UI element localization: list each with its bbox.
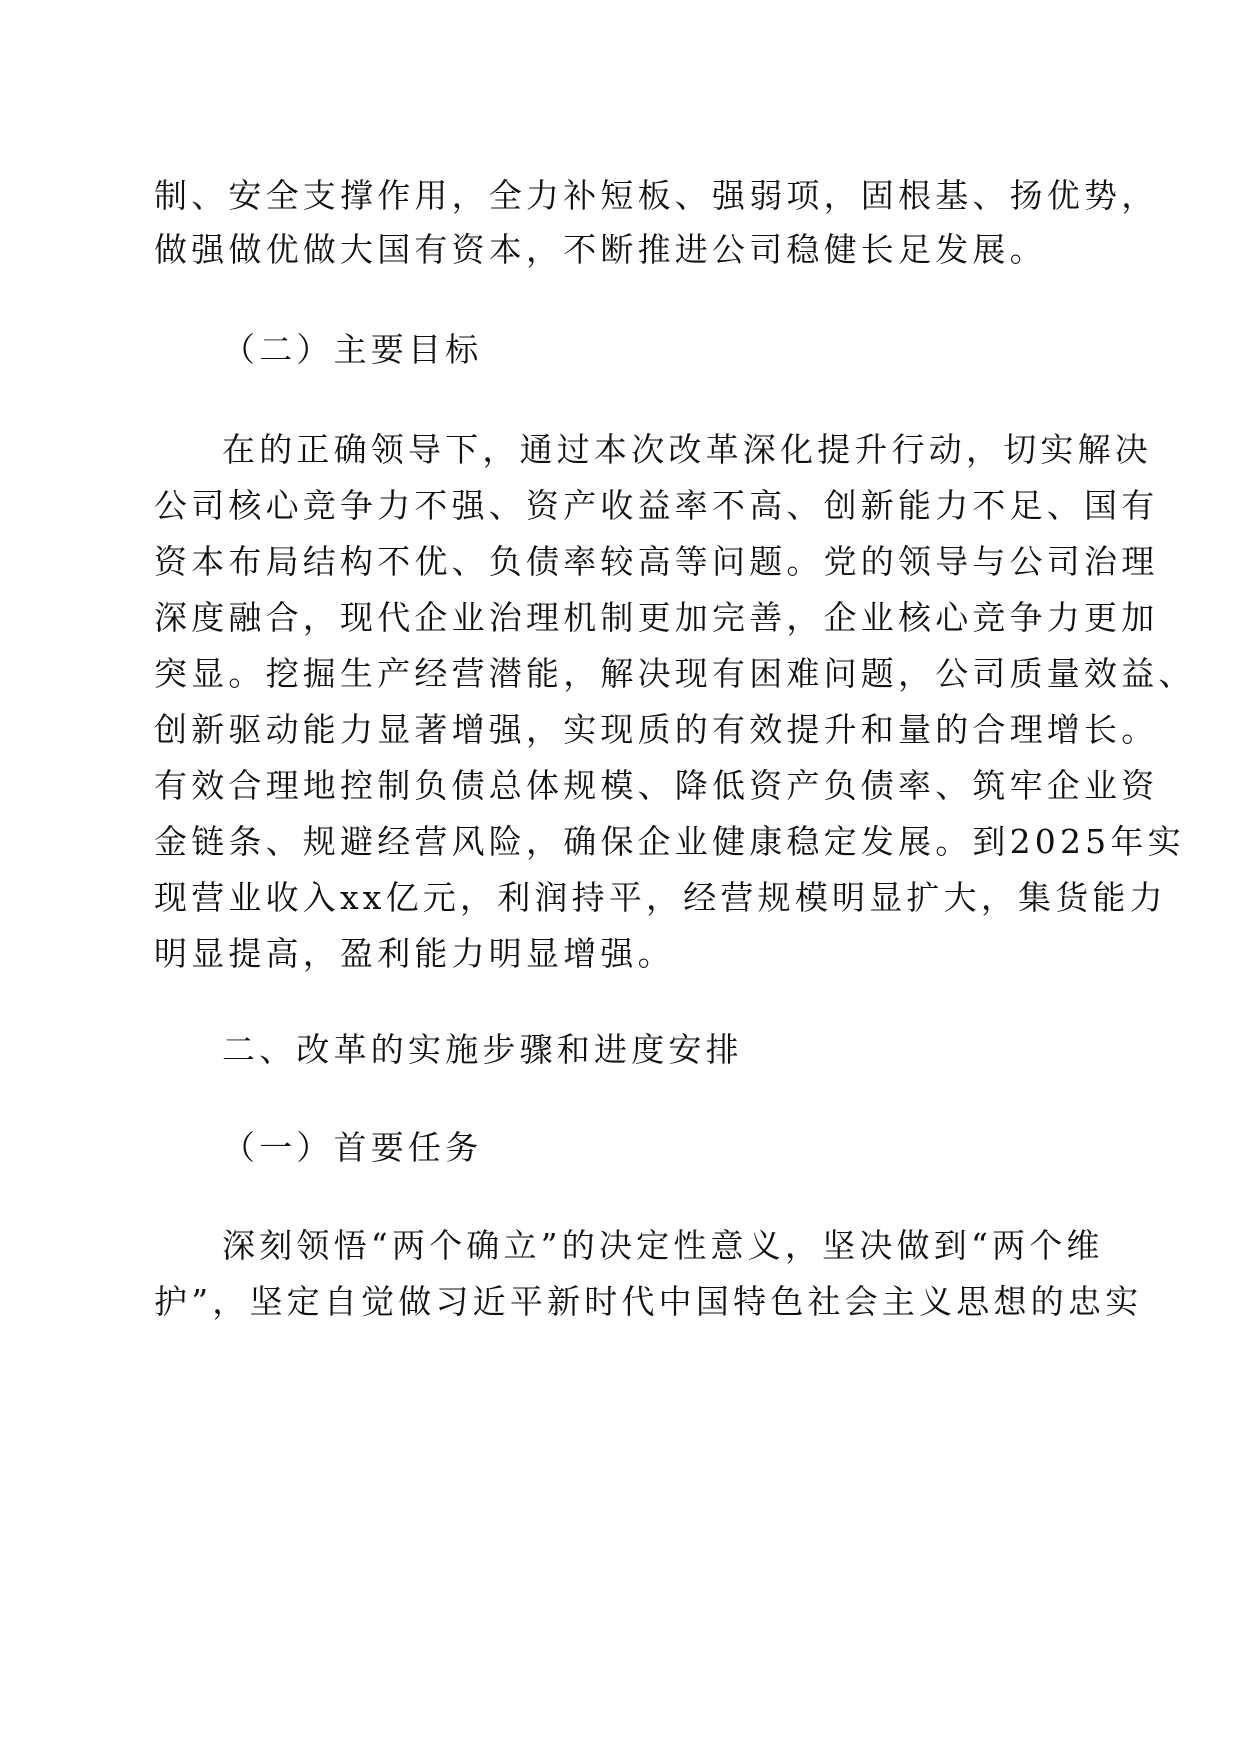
paragraph-line: 制、安全支撑作用，全力补短板、强弱项，固根基、扬优势， (154, 176, 1159, 215)
paragraph-line: 深度融合，现代企业治理机制更加完善，企业核心竞争力更加 (154, 598, 1159, 637)
paragraph-line: 在的正确领导下，通过本次改革深化提升行动，切实解决 (222, 430, 1152, 469)
paragraph-line: 做强做优做大国有资本，不断推进公司稳健长足发展。 (154, 230, 1047, 269)
paragraph-line: 创新驱动能力显著增强，实现质的有效提升和量的合理增长。 (154, 710, 1159, 749)
section-heading: （二）主要目标 (222, 330, 483, 369)
paragraph-line: 突显。挖掘生产经营潜能，解决现有困难问题，公司质量效益、 (154, 654, 1196, 693)
paragraph-line: 资本布局结构不优、负债率较高等问题。党的领导与公司治理 (154, 542, 1159, 581)
subsection-heading: （一）首要任务 (222, 1128, 483, 1167)
paragraph-line: 金链条、规避经营风险，确保企业健康稳定发展。到2025年实 (154, 822, 1185, 861)
paragraph-line: 护”，坚定自觉做习近平新时代中国特色社会主义思想的忠实 (154, 1282, 1143, 1321)
section-heading: 二、改革的实施步骤和进度安排 (222, 1030, 743, 1069)
paragraph-line: 明显提高，盈利能力明显增强。 (154, 934, 675, 973)
paragraph-line: 现营业收入xx亿元，利润持平，经营规模明显扩大，集货能力 (154, 878, 1167, 917)
paragraph-line: 深刻领悟“两个确立”的决定性意义，坚决做到“两个维 (222, 1226, 1104, 1265)
paragraph-line: 有效合理地控制负债总体规模、降低资产负债率、筑牢企业资 (154, 766, 1159, 805)
paragraph-line: 公司核心竞争力不强、资产收益率不高、创新能力不足、国有 (154, 486, 1159, 525)
